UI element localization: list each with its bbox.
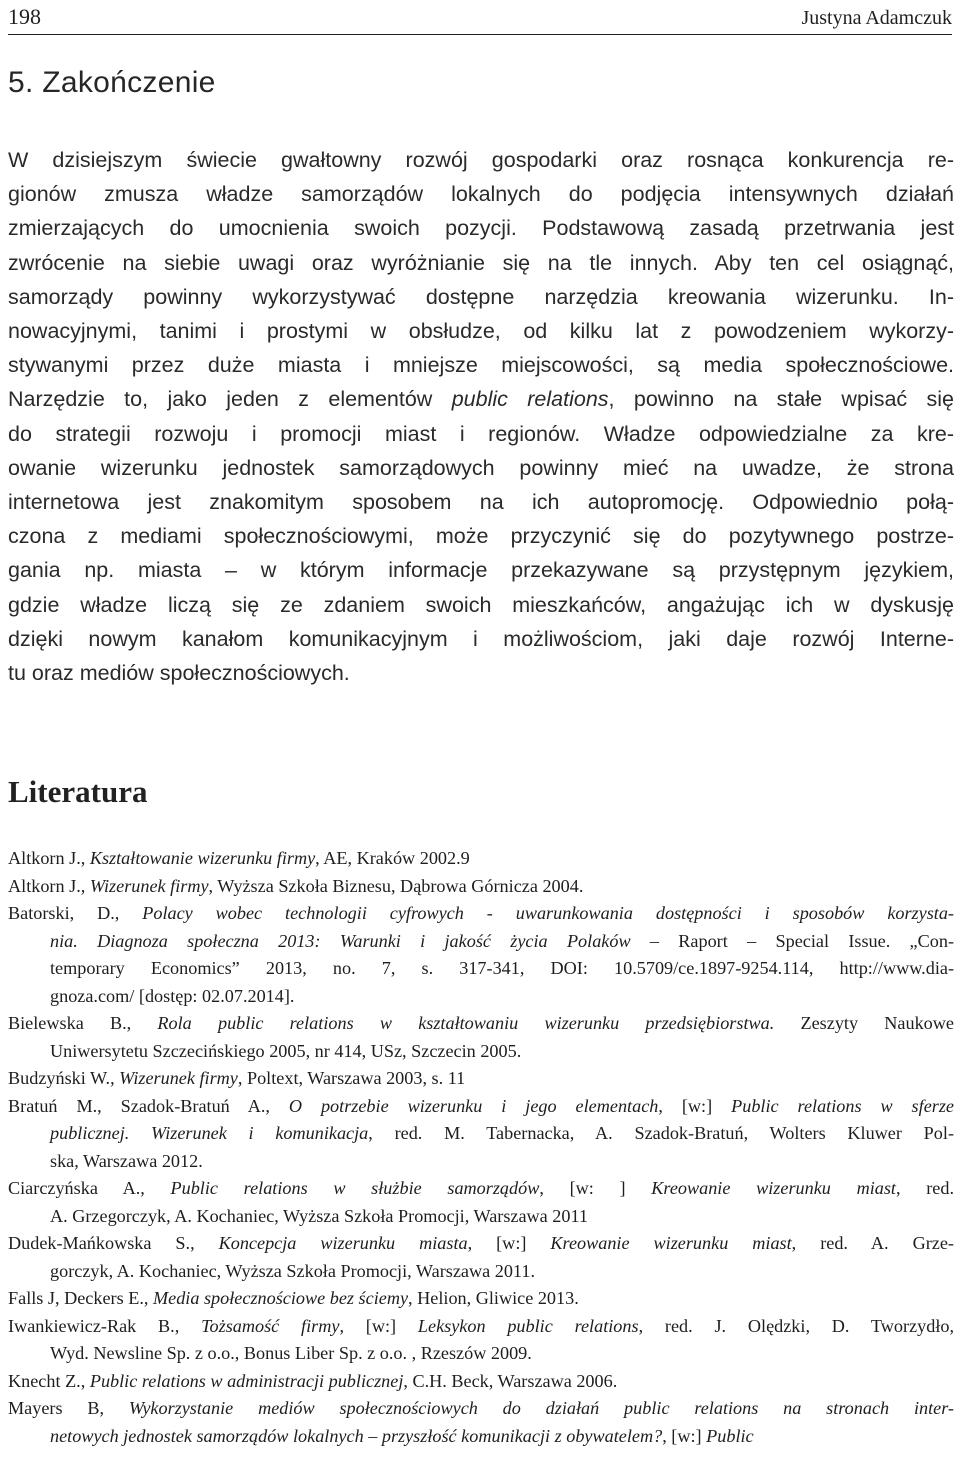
text-run: , red. bbox=[895, 1178, 954, 1198]
bibliography-entry-line bbox=[8, 873, 954, 901]
italic-text: Rola public relations w kształtowaniu wizerunku przedsiębiorstwa. bbox=[157, 1013, 775, 1033]
bibliography-entry bbox=[8, 1368, 954, 1396]
italic-text: Public relations w administracji publicznej bbox=[89, 1370, 404, 1391]
text-run: zwrócenie na siebie uwagi oraz wyróżnianie się na tle innych. Aby ten cel osiągnąć, bbox=[8, 250, 954, 275]
bibliography-entry bbox=[8, 1010, 954, 1065]
text-run: do strategii rozwoju i promocji miast i regionów. Władze odpowiedzialne za kre- bbox=[8, 421, 954, 446]
text-run: gania np. miasta – w którym informacje przekazywane są przystępnym językiem, bbox=[8, 558, 954, 583]
paragraph-line bbox=[8, 382, 954, 416]
text-run: , C.H. Beck, Warszawa 2006. bbox=[403, 1370, 618, 1391]
text-run: Iwankiewicz-Rak B., bbox=[8, 1315, 202, 1336]
bibliography-entry-line bbox=[8, 1313, 954, 1341]
bibliography-entry-line bbox=[8, 1010, 954, 1038]
bibliography-entry bbox=[8, 1065, 954, 1093]
paragraph-line bbox=[8, 246, 954, 280]
text-run: dzięki nowym kanałom komunikacyjnym i możliwościom, jaki daje rozwój Interne- bbox=[8, 626, 954, 651]
paragraph-line bbox=[8, 417, 954, 451]
paragraph-line bbox=[8, 451, 954, 485]
bibliography-entry-line bbox=[8, 1395, 954, 1423]
italic-text: Polacy wobec technologii cyfrowych - uwarunkowania dostępności i sposobów korzysta- bbox=[142, 903, 954, 923]
text-run: Knecht Z., bbox=[8, 1370, 90, 1391]
paragraph-line bbox=[8, 143, 954, 177]
text-run: Dudek-Mańkowska S., bbox=[8, 1233, 219, 1253]
text-run: Bielewska B., bbox=[8, 1013, 158, 1033]
text-run: nowacyjnymi, tanimi i prostymi w obsłudze, od kilku lat z powodzeniem wykorzy- bbox=[8, 319, 954, 344]
paragraph-line bbox=[8, 519, 954, 553]
text-run: , red. A. Grze- bbox=[791, 1233, 954, 1253]
text-run: – Raport – Special Issue. „Con- bbox=[630, 930, 954, 951]
paragraph-line bbox=[8, 553, 954, 587]
bibliography-entry-line bbox=[8, 1065, 954, 1093]
italic-text: Kreowanie wizerunku miast bbox=[651, 1178, 896, 1198]
bibliography-entry-line bbox=[8, 1148, 954, 1176]
italic-text: Public relations w służbie samorządów bbox=[170, 1178, 540, 1198]
bibliography-entry bbox=[8, 1285, 954, 1313]
bibliography-entry bbox=[8, 1230, 954, 1285]
bibliography-entry bbox=[8, 1395, 954, 1450]
text-run: gnoza.com/ [dostęp: 02.07.2014]. bbox=[50, 985, 295, 1006]
text-run: internetowa jest znakomitym sposobem na ich autopromocję. Odpowiednio połą- bbox=[8, 490, 954, 515]
italic-text: Wykorzystanie mediów społecznościowych do działań public relations na stronach inter- bbox=[128, 1398, 954, 1418]
text-run: Wyd. Newsline Sp. z o.o., Bonus Liber Sp. z o.o. , Rzeszów 2009. bbox=[50, 1343, 532, 1363]
text-run: gdzie władze liczą się ze zdaniem swoich mieszkańców, angażując ich w dyskusję bbox=[8, 592, 954, 617]
paragraph-line bbox=[8, 211, 954, 245]
text-run: Mayers B, bbox=[8, 1398, 129, 1418]
text-run: , red. M. Tabernacka, A. Szadok-Bratuń, Wolters Kluwer Pol- bbox=[368, 1123, 955, 1143]
bibliography-entry-line bbox=[8, 1230, 954, 1258]
bibliography-entry-line bbox=[8, 983, 954, 1011]
bibliography-entry-line bbox=[8, 1368, 954, 1396]
text-run: czona z mediami społecznościowymi, może przyczynić się do pozytywnego postrze- bbox=[8, 524, 954, 549]
bibliography-entry-line bbox=[8, 1175, 954, 1203]
text-run: gionów zmusza władze samorządów lokalnych do podjęcia intensywnych działań bbox=[8, 182, 954, 207]
bibliography-entry bbox=[8, 873, 954, 901]
text-run: , [w:] bbox=[339, 1315, 418, 1336]
paragraph-line bbox=[8, 485, 954, 519]
paragraph-line bbox=[8, 348, 954, 382]
text-run: zmierzających do umocnienia swoich pozycji. Podstawową zasadą przetrwania jest bbox=[8, 216, 954, 241]
text-run: Falls J, Deckers E., bbox=[8, 1288, 153, 1308]
bibliography-entry-line bbox=[8, 845, 954, 873]
text-run: gorczyk, A. Kochaniec, Wyższa Szkoła Promocji, Warszawa 2011. bbox=[50, 1260, 535, 1281]
italic-text: Media społecznościowe bez ściemy bbox=[152, 1288, 409, 1308]
bibliography-entry-line bbox=[8, 1258, 954, 1286]
text-run: Budzyński W., bbox=[8, 1068, 120, 1088]
bibliography-entry-line bbox=[8, 1285, 954, 1313]
paragraph-line bbox=[8, 588, 954, 622]
text-run: , [w:] bbox=[658, 1095, 732, 1116]
paragraph-line bbox=[8, 314, 954, 348]
text-run: , [w:] bbox=[662, 1425, 707, 1446]
bibliography-entry-line bbox=[8, 955, 954, 983]
text-run: , Poltext, Warszawa 2003, s. 11 bbox=[237, 1068, 466, 1088]
italic-text: O potrzebie wizerunku i jego elementach bbox=[288, 1095, 659, 1116]
bibliography-entry-line bbox=[8, 1340, 954, 1368]
text-run: Ciarczyńska A., bbox=[8, 1178, 171, 1198]
italic-text: Wizerunek firmy bbox=[89, 875, 209, 896]
text-run: owanie wizerunku jednostek samorządowych powinny mieć na uwadze, że strona bbox=[8, 455, 954, 480]
text-run: Zeszyty Naukowe bbox=[774, 1013, 954, 1033]
text-run: , Helion, Gliwice 2013. bbox=[408, 1288, 579, 1308]
text-run: Batorski, D., bbox=[8, 903, 143, 923]
text-run: Altkorn J., bbox=[8, 875, 90, 896]
text-run: W dzisiejszym świecie gwałtowny rozwój gospodarki oraz rosnąca konkurencja re- bbox=[8, 148, 954, 172]
conclusion-paragraph bbox=[8, 143, 954, 690]
italic-text: Koncepcja wizerunku miasta bbox=[218, 1233, 468, 1253]
header-rule bbox=[8, 34, 952, 35]
text-run: Uniwersytetu Szczecińskiego 2005, nr 414, USz, Szczecin 2005. bbox=[50, 1040, 522, 1061]
italic-text: Leksykon public relations bbox=[417, 1315, 639, 1336]
text-run: , red. J. Olędzki, D. Tworzydło, bbox=[638, 1315, 955, 1336]
bibliography-entry bbox=[8, 1175, 954, 1230]
text-run: A. Grzegorczyk, A. Kochaniec, Wyższa Szkoła Promocji, Warszawa 2011 bbox=[50, 1205, 589, 1226]
bibliography-entry bbox=[8, 900, 954, 1010]
bibliography-entry-line bbox=[8, 1120, 954, 1148]
text-run: ska, Warszawa 2012. bbox=[50, 1150, 203, 1171]
paragraph-line bbox=[8, 656, 954, 690]
running-head-author: Justyna Adamczuk bbox=[801, 7, 952, 29]
bibliography-entry-line bbox=[8, 1203, 954, 1231]
paragraph-line bbox=[8, 280, 954, 314]
text-run: , powinno na stałe wpisać się bbox=[608, 387, 955, 412]
bibliography-entry-line bbox=[8, 1038, 954, 1066]
text-run: , Wyższa Szkoła Biznesu, Dąbrowa Górnicza 2004. bbox=[208, 875, 584, 896]
italic-text: public relations bbox=[451, 387, 609, 412]
italic-text: Kształtowanie wizerunku firmy bbox=[89, 848, 316, 868]
text-run: , [w:] bbox=[467, 1233, 551, 1253]
text-run: Bratuń M., Szadok-Bratuń A., bbox=[8, 1095, 289, 1116]
bibliography-entry-line bbox=[8, 1423, 954, 1451]
italic-text: Public relations w sferze bbox=[731, 1095, 954, 1116]
text-run: , [w: ] bbox=[539, 1178, 652, 1198]
italic-text: netowych jednostek samorządów lokalnych – przyszłość komunikacji z obywatelem? bbox=[50, 1425, 663, 1446]
running-header bbox=[8, 4, 952, 34]
bibliography-list bbox=[8, 845, 954, 1450]
bibliography-entry bbox=[8, 845, 954, 873]
bibliography-entry-line bbox=[8, 928, 954, 956]
italic-text: publicznej. Wizerunek i komunikacja bbox=[50, 1123, 369, 1143]
text-run: tu oraz mediów społecznościowych. bbox=[8, 661, 350, 686]
bibliography-entry bbox=[8, 1093, 954, 1176]
bibliography-entry-line bbox=[8, 900, 954, 928]
italic-text: Kreowanie wizerunku miast bbox=[550, 1233, 792, 1253]
bibliography-entry-line bbox=[8, 1093, 954, 1121]
paragraph-line bbox=[8, 622, 954, 656]
bibliography-entry bbox=[8, 1313, 954, 1368]
paragraph-line bbox=[8, 177, 954, 211]
text-run: Narzędzie to, jako jeden z elementów bbox=[8, 387, 452, 412]
italic-text: nia. Diagnoza społeczna 2013: Warunki i jakość życia Polaków bbox=[50, 930, 631, 951]
text-run: temporary Economics” 2013, no. 7, s. 317-341, DOI: 10.5709/ce.1897-9254.114, http://www.dia- bbox=[50, 958, 954, 978]
text-run: samorządy powinny wykorzystywać dostępne narzędzia kreowania wizerunku. In- bbox=[8, 284, 954, 309]
section-title: 5. Zakończenie bbox=[8, 66, 216, 99]
italic-text: Public bbox=[706, 1425, 754, 1446]
italic-text: Wizerunek firmy bbox=[119, 1068, 238, 1088]
text-run: stywanymi przez duże miasta i mniejsze miejscowości, są media społecznościowe. bbox=[8, 353, 954, 378]
text-run: , AE, Kraków 2002.9 bbox=[315, 848, 470, 868]
italic-text: Tożsamość firmy bbox=[201, 1315, 340, 1336]
literature-title: Literatura bbox=[8, 774, 148, 809]
page-number: 198 bbox=[8, 4, 41, 29]
text-run: Altkorn J., bbox=[8, 848, 90, 868]
